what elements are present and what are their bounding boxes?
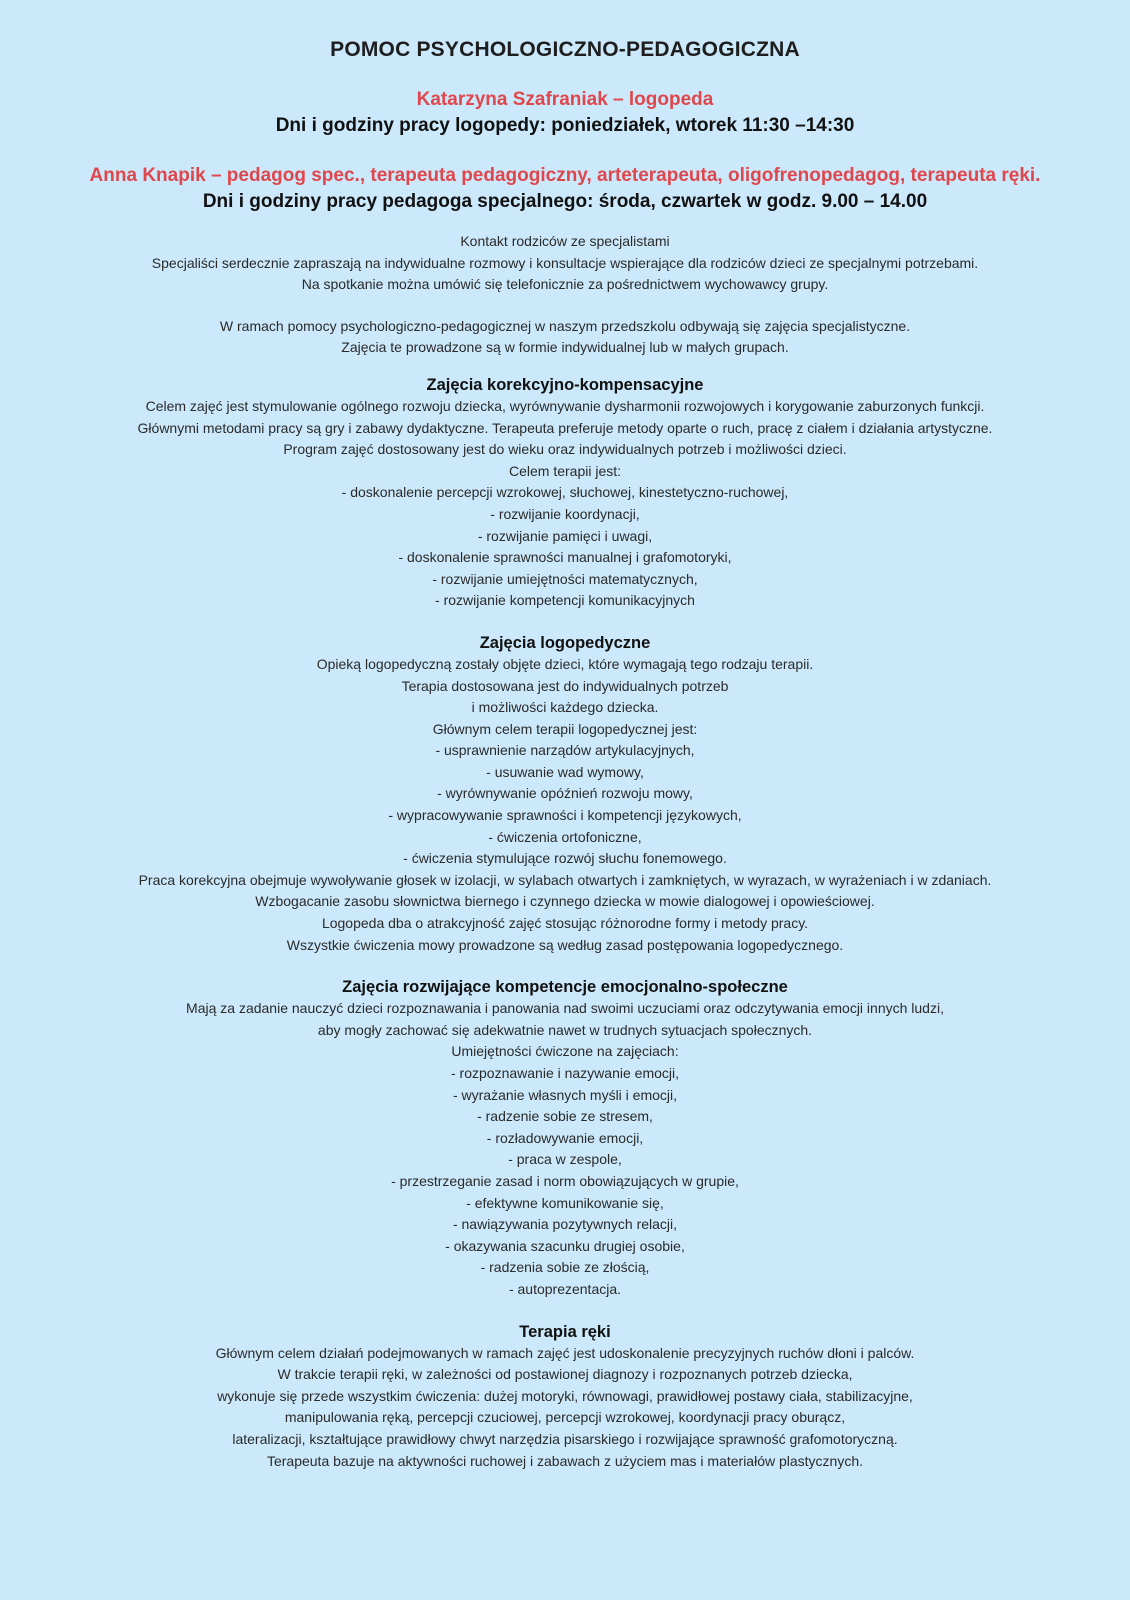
text-line: Głównymi metodami pracy są gry i zabawy dydaktyczne. Terapeuta preferuje metody oparte o ruch, pracę z ciałem i działania artystyczne. — [137, 419, 993, 436]
list-item: - ćwiczenia ortofoniczne, — [488, 828, 642, 845]
section-title: Zajęcia rozwijające kompetencje emocjonalno-społeczne — [342, 978, 788, 997]
list-item: - rozwijanie kompetencji komunikacyjnych — [435, 592, 695, 609]
text-line: i możliwości każdego dziecka. — [471, 699, 659, 716]
specialist-name: Katarzyna Szafraniak – logopeda — [416, 89, 714, 110]
list-item: - wyrażanie własnych myśli i emocji, — [452, 1086, 678, 1103]
section-speech-therapy — [0, 632, 1130, 956]
text-line: Celem zajęć jest stymulowanie ogólnego rozwoju dziecka, wyrównywanie dysharmonii rozwojowych i korygowanie zaburzonych funkcji. — [145, 397, 985, 414]
list-item: - praca w zespole, — [508, 1151, 622, 1168]
list-item: - wypracowywanie sprawności i kompetencji językowych, — [388, 807, 742, 824]
contact-info — [0, 231, 1130, 296]
text-line: Kontakt rodziców ze specjalistami — [460, 233, 670, 249]
text-line: Terapeuta bazuje na aktywności ruchowej i zabawach z użyciem mas i materiałów plastycznych. — [266, 1452, 864, 1469]
text-line: Specjaliści serdecznie zapraszają na indywidualne rozmowy i konsultacje wspierające dla rodziców dzieci ze specjalnymi potrzebami. — [151, 254, 979, 271]
text-line: lateralizacji, kształtujące prawidłowy chwyt narzędzia pisarskiego i rozwijające sprawność grafomotoryczną. — [232, 1430, 898, 1447]
specialist-special-educator — [0, 163, 1130, 215]
section-body — [0, 654, 1130, 956]
list-item: - efektywne komunikowanie się, — [466, 1194, 664, 1211]
text-line: Głównym celem terapii logopedycznej jest: — [432, 720, 698, 737]
section-body — [0, 396, 1130, 612]
section-title: Zajęcia korekcyjno-kompensacyjne — [426, 375, 704, 394]
list-item: - usuwanie wad wymowy, — [486, 763, 644, 780]
text-line: wykonuje się przede wszystkim ćwiczenia: dużej motoryki, równowagi, prawidłowej postawy ciała, stabilizacyjne, — [217, 1387, 913, 1404]
text-line: Praca korekcyjna obejmuje wywoływanie głosek w izolacji, w sylabach otwartych i zamkniętych, w wyrazach, w wyrażeniach i w zdaniach. — [138, 871, 992, 888]
list-item: - doskonalenie sprawności manualnej i grafomotoryki, — [398, 549, 732, 566]
text-line: Głównym celem działań podejmowanych w ramach zajęć jest udoskonalenie precyzyjnych ruchów dłoni i palców. — [215, 1344, 915, 1361]
text-line: aby mogły zachować się adekwatnie nawet w trudnych sytuacjach społecznych. — [317, 1021, 813, 1038]
text-line: Opieką logopedyczną zostały objęte dzieci, które wymagają tego rodzaju terapii. — [316, 655, 814, 672]
text-line: Program zajęć dostosowany jest do wieku oraz indywidualnych potrzeb i możliwości dzieci. — [283, 441, 847, 458]
specialist-hours: Dni i godziny pracy pedagoga specjalnego: środa, czwartek w godz. 9.00 – 14.00 — [202, 191, 928, 212]
text-line: W ramach pomocy psychologiczno-pedagogicznej w naszym przedszkolu odbywają się zajęcia specjalistyczne. — [219, 317, 911, 334]
text-line: Mają za zadanie nauczyć dzieci rozpoznawania i panowania nad swoimi uczuciami oraz odczytywania emocji innych ludzi, — [186, 1000, 944, 1017]
text-line: Wszystkie ćwiczenia mowy prowadzone są według zasad postępowania logopedycznego. — [286, 936, 844, 953]
list-item: - okazywania szacunku drugiej osobie, — [445, 1237, 685, 1254]
text-line: Logopeda dba o atrakcyjność zajęć stosując różnorodne formy i metody pracy. — [321, 915, 809, 932]
text-line: W trakcie terapii ręki, w zależności od postawionej diagnozy i rozpoznanych potrzeb dziecka, — [277, 1366, 853, 1383]
text-line: Terapia dostosowana jest do indywidualnych potrzeb — [401, 677, 729, 694]
text-line: Umiejętności ćwiczone na zajęciach: — [451, 1043, 679, 1060]
section-emotional-social — [0, 976, 1130, 1300]
text-line: Celem terapii jest: — [508, 462, 622, 479]
section-corrective-compensatory — [0, 374, 1130, 612]
section-body — [0, 1343, 1130, 1473]
text-line: Na spotkanie można umówić się telefonicznie za pośrednictwem wychowawcy grupy. — [301, 276, 829, 293]
specialist-speech-therapist — [0, 87, 1130, 139]
text-line: Wzbogacanie zasobu słownictwa biernego i czynnego dziecka w mowie dialogowej i opowieściowej. — [255, 893, 875, 910]
list-item: - rozwijanie umiejętności matematycznych, — [432, 570, 698, 587]
list-item: - rozpoznawanie i nazywanie emocji, — [451, 1065, 679, 1081]
page-title: POMOC PSYCHOLOGICZNO-PEDAGOGICZNA — [330, 38, 800, 61]
list-item: - rozładowywanie emocji, — [486, 1129, 644, 1146]
list-item: - ćwiczenia stymulujące rozwój słuchu fonemowego. — [403, 850, 727, 867]
list-item: - nawiązywania pozytywnych relacji, — [452, 1216, 678, 1233]
list-item: - rozwijanie pamięci i uwagi, — [477, 527, 653, 544]
list-item: - usprawnienie narządów artykulacyjnych, — [435, 742, 695, 759]
section-title: Terapia ręki — [519, 1322, 611, 1341]
section-hand-therapy — [0, 1321, 1130, 1473]
list-item: - autoprezentacja. — [508, 1280, 622, 1297]
list-item: - rozwijanie koordynacji, — [490, 505, 640, 522]
list-item: - radzenie sobie ze stresem, — [477, 1108, 653, 1125]
list-item: - radzenia sobie ze złością, — [480, 1259, 650, 1276]
specialist-name: Anna Knapik – pedagog spec., terapeuta pedagogiczny, arteterapeuta, oligofrenopedagog, terapeuta ręki. — [89, 165, 1041, 186]
list-item: - doskonalenie percepcji wzrokowej, słuchowej, kinestetyczno-ruchowej, — [341, 484, 789, 501]
list-item: - wyrównywanie opóźnień rozwoju mowy, — [437, 785, 693, 802]
specialist-hours: Dni i godziny pracy logopedy: poniedziałek, wtorek 11:30 –14:30 — [275, 115, 855, 136]
list-item: - przestrzeganie zasad i norm obowiązujących w grupie, — [391, 1172, 739, 1189]
intro-paragraph — [0, 316, 1130, 359]
section-body — [0, 998, 1130, 1300]
section-title: Zajęcia logopedyczne — [479, 633, 651, 652]
text-line: manipulowania ręką, percepcji czuciowej, percepcji wzrokowej, koordynacji pracy oburącz, — [284, 1409, 846, 1426]
text-line: Zajęcia te prowadzone są w formie indywidualnej lub w małych grupach. — [341, 339, 789, 356]
